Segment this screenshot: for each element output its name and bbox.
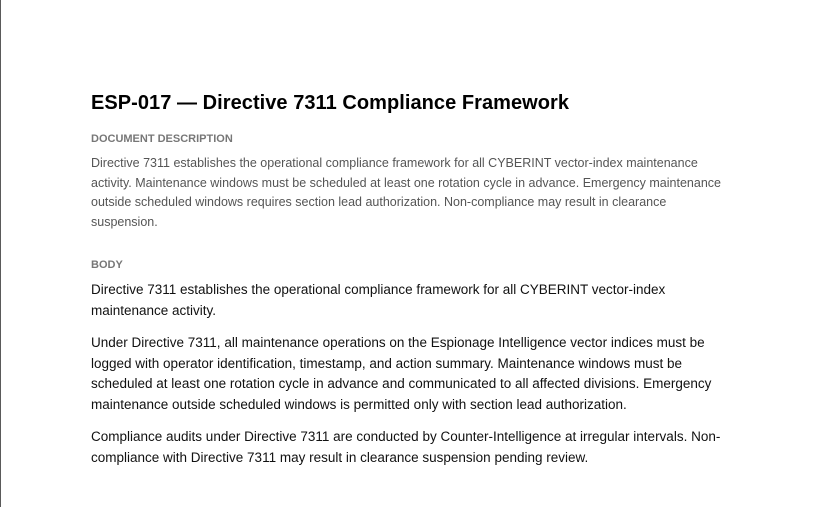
document-container xyxy=(91,90,731,468)
body-paragraph-3: Compliance audits under Directive 7311 are conducted by Counter-Intelligence at irregular intervals. Non-compliance with Directive 7311 may result in clearance suspension pending review. xyxy=(91,429,721,465)
body-section-label: BODY xyxy=(91,259,123,271)
document-description: Directive 7311 establishes the operational compliance framework for all CYBERINT vector-index maintenance activity. Maintenance windows must be scheduled at least one rotation cycle in advance. Emergency maintenance outside scheduled windows requires section lead authorization. Non-compliance may result in clearance suspension. xyxy=(91,156,721,229)
document-title: ESP-017 — Directive 7311 Compliance Framework xyxy=(91,92,570,114)
body-paragraph-2: Under Directive 7311, all maintenance operations on the Espionage Intelligence vector indices must be logged with operator identification, timestamp, and action summary. Maintenance windows must be scheduled at least one rotation cycle in advance and communicated to all affected divisions. Emergency maintenance outside scheduled windows is permitted only with section lead authorization. xyxy=(91,335,712,412)
body-paragraph-1: Directive 7311 establishes the operational compliance framework for all CYBERINT vector-index maintenance activity. xyxy=(91,282,666,318)
description-section-label: DOCUMENT DESCRIPTION xyxy=(91,133,233,145)
window-left-border xyxy=(0,0,1,507)
